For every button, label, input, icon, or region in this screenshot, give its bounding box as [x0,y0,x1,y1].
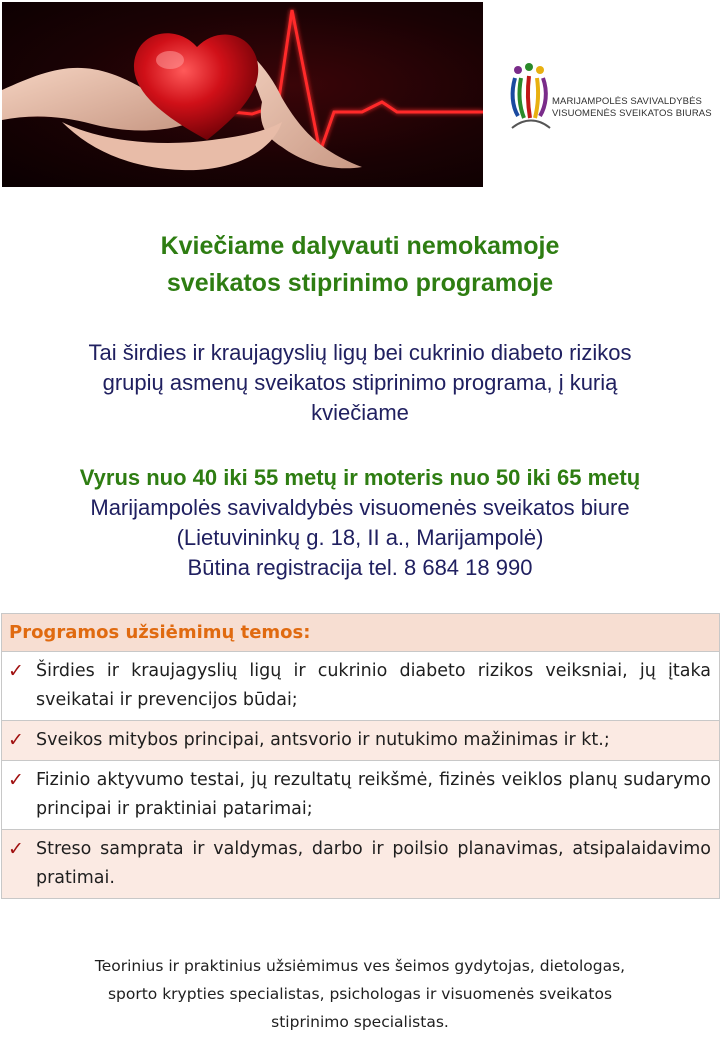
topic-item [2,761,719,830]
topic-item [2,721,719,761]
people-figures-logo-icon [508,62,554,134]
intro-line-3: kviečiame [311,400,409,425]
target-info [0,463,720,583]
topics-table [1,613,720,899]
logo-line-1: MARIJAMPOLĖS SAVIVALDYBĖS [552,96,702,107]
checkmark-icon: ✓ [8,838,24,860]
headline [0,228,720,302]
footer-line-3: stiprinimo specialistas. [271,1013,449,1031]
headline-line-2: sveikatos stiprinimo programoje [166,269,554,297]
checkmark-icon: ✓ [8,729,24,751]
topic-text: Sveikos mitybos principai, antsvorio ir nutukimo mažinimas ir kt.; [36,730,610,750]
intro-line-2: grupių asmenų sveikatos stiprinimo programa, į kurią [102,370,618,395]
organization-logo [508,62,712,134]
topic-item [2,830,719,898]
topic-text: Fizinio aktyvumo testai, jų rezultatų reikšmė, fizinės veiklos planų sudarymo principai ir praktiniai patarimai; [36,770,711,819]
footer-line-1: Teorinius ir praktinius užsiėmimus ves šeimos gydytojas, dietologas, [94,957,626,975]
hero-illustration [2,2,483,187]
topic-text: Širdies ir kraujagyslių ligų ir cukrinio diabeto rizikos veiksniai, jų įtaka sveikatai ir prevencijos būdai; [36,661,711,710]
topic-text: Streso samprata ir valdymas, darbo ir poilsio planavimas, atsipalaidavimo pratimai. [36,839,711,888]
target-location: Marijampolės savivaldybės visuomenės sveikatos biure [90,495,630,520]
checkmark-icon: ✓ [8,769,24,791]
logo-text [552,96,712,120]
intro-line-1: Tai širdies ir kraujagyslių ligų bei cukrinio diabeto rizikos [88,340,632,365]
footer-line-2: sporto krypties specialistas, psichologas ir visuomenės sveikatos [107,985,613,1003]
hero-image [2,2,483,187]
topics-header: Programos užsiėmimų temos: [2,614,719,652]
topic-item [2,652,719,721]
intro-text [0,338,720,428]
logo-line-2: VISUOMENĖS SVEIKATOS BIURAS [552,108,712,119]
footer-note [0,952,720,1036]
target-audience: Vyrus nuo 40 iki 55 metų ir moteris nuo 50 iki 65 metų [79,465,641,490]
headline-line-1: Kviečiame dalyvauti nemokamoje [160,232,560,260]
registration-phone: Būtina registracija tel. 8 684 18 990 [187,555,533,580]
checkmark-icon: ✓ [8,660,24,682]
target-address: (Lietuvininkų g. 18, II a., Marijampolė) [176,525,544,550]
